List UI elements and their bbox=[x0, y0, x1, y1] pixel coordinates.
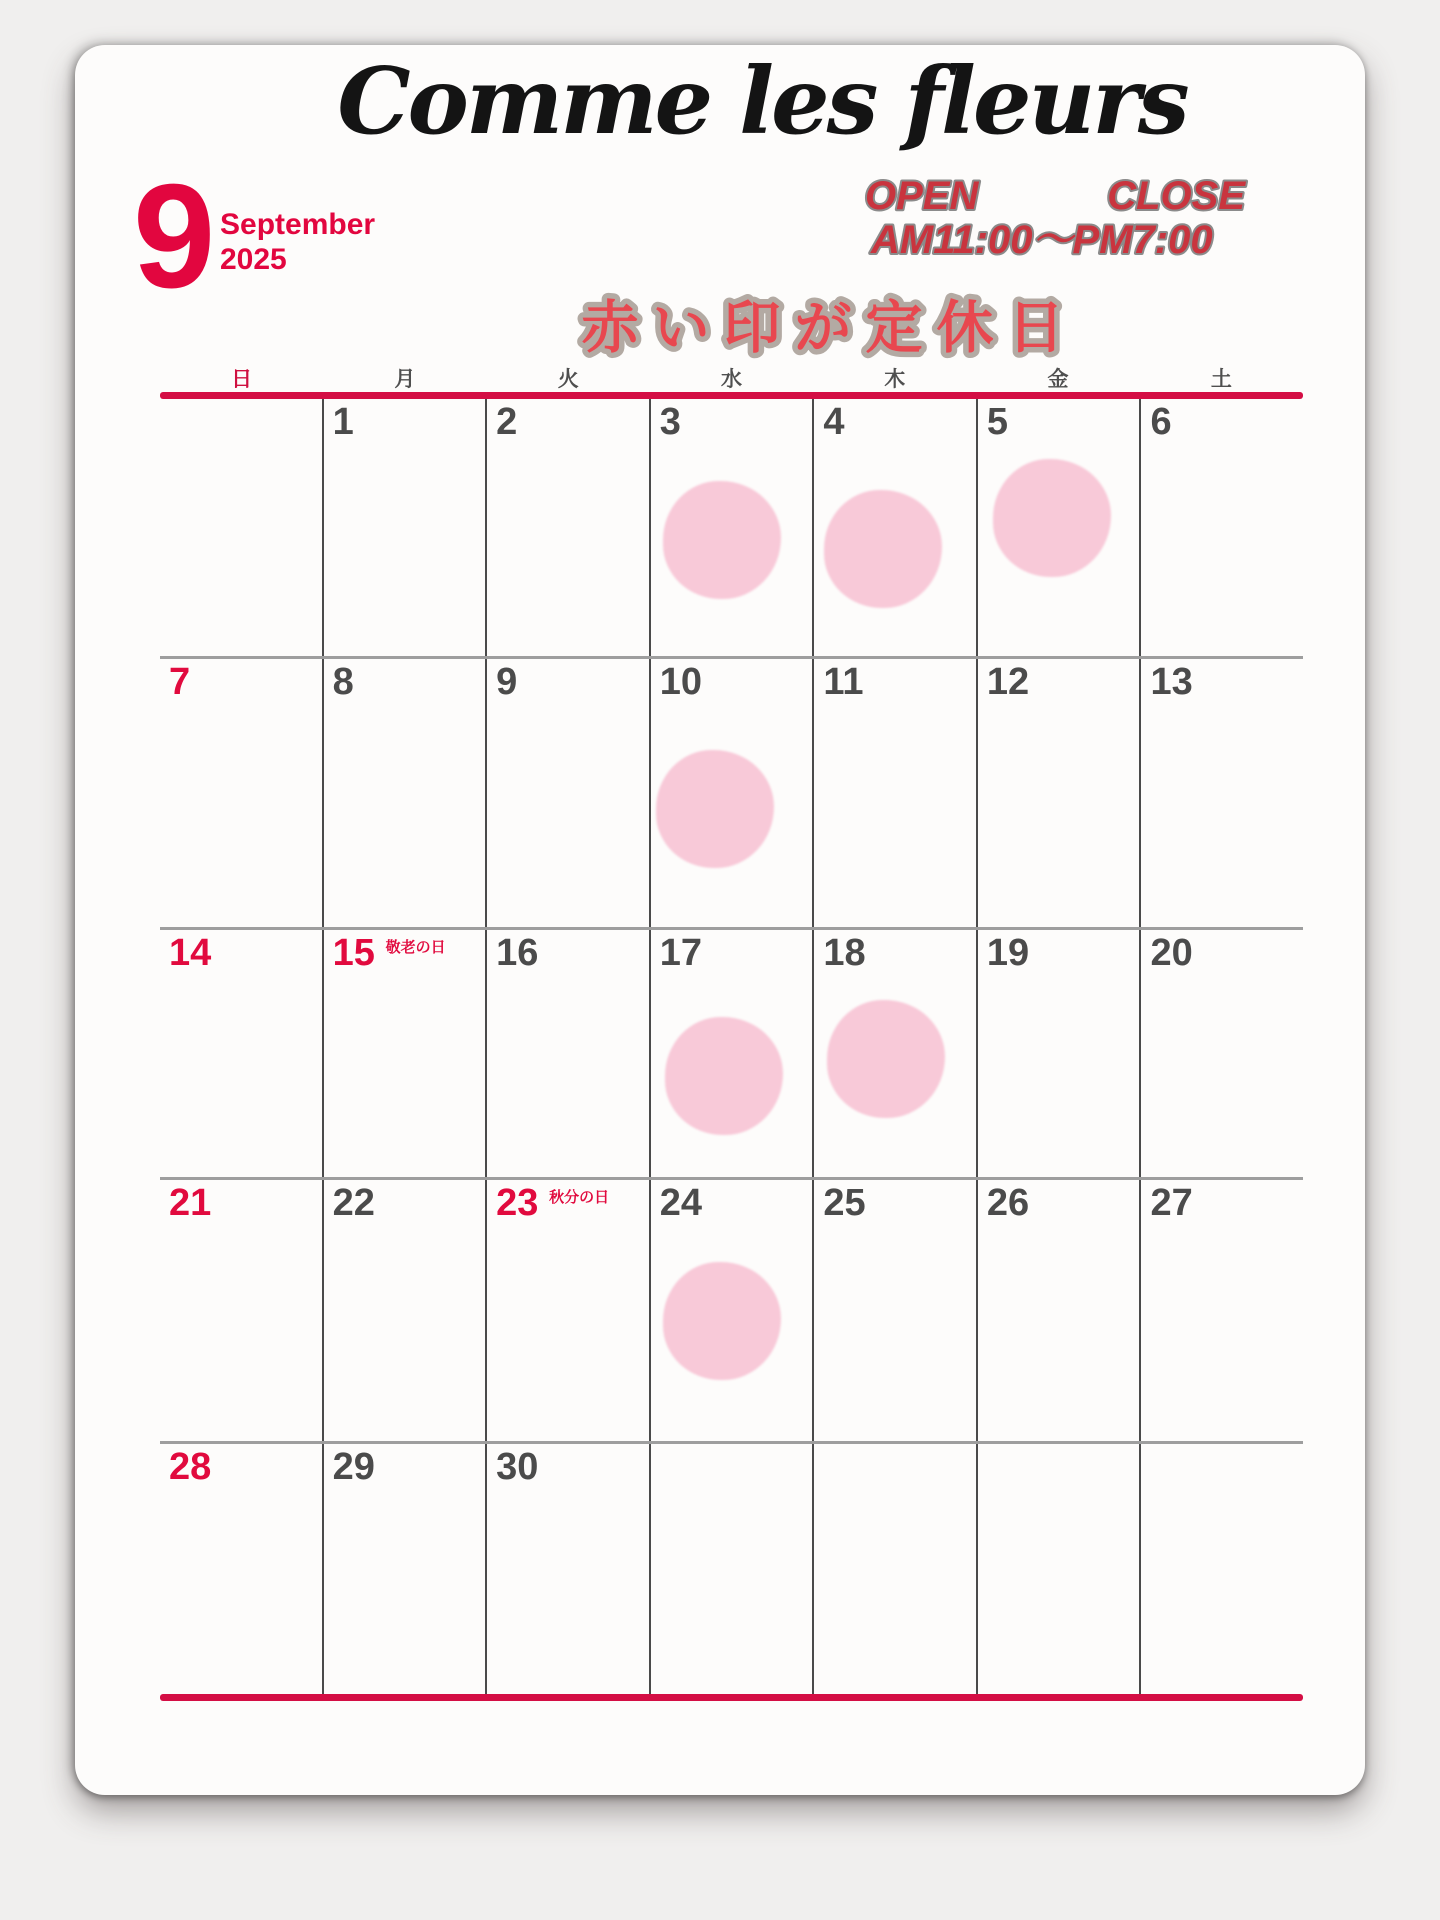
calendar-cell-7 bbox=[160, 659, 322, 927]
date-number: 3 bbox=[659, 401, 681, 443]
time-range: AM11:00〜PM7:00 bbox=[871, 218, 1213, 262]
date-number: 10 bbox=[659, 661, 703, 703]
calendar-cell-26 bbox=[976, 1180, 1140, 1441]
date-number: 11 bbox=[823, 661, 864, 703]
calendar-card bbox=[75, 45, 1365, 1795]
date-number: 8 bbox=[332, 661, 354, 703]
open-label: OPEN bbox=[865, 174, 979, 218]
holiday-label: 秋分の日 bbox=[549, 1189, 610, 1206]
calendar-cell-19 bbox=[976, 930, 1140, 1177]
calendar-cell-empty bbox=[1139, 1444, 1303, 1694]
calendar-cell-8 bbox=[322, 659, 486, 927]
footer-red-line bbox=[160, 1694, 1303, 1701]
closed-day-dot bbox=[663, 481, 781, 599]
closed-day-dot bbox=[656, 750, 774, 868]
calendar-cell-13 bbox=[1139, 659, 1303, 927]
date-number: 2 bbox=[496, 401, 518, 443]
date-number: 27 bbox=[1150, 1182, 1193, 1224]
closed-day-dot bbox=[824, 490, 942, 608]
calendar-cell-2 bbox=[485, 399, 649, 656]
weekday-sun: 日 bbox=[231, 368, 253, 391]
weekday-sat: 土 bbox=[1210, 368, 1232, 391]
weekday-fri: 金 bbox=[1047, 368, 1069, 391]
calendar-cell-12 bbox=[976, 659, 1140, 927]
date-number: 4 bbox=[823, 401, 845, 443]
weekday-wed: 水 bbox=[720, 368, 742, 391]
business-hours bbox=[861, 173, 1251, 263]
calendar-cell-17 bbox=[649, 930, 813, 1177]
calendar-cell-empty bbox=[976, 1444, 1140, 1694]
calendar-cell-22 bbox=[322, 1180, 486, 1441]
date-number: 25 bbox=[823, 1182, 866, 1224]
date-number: 23 bbox=[496, 1182, 539, 1224]
month-number: 9 bbox=[133, 154, 216, 319]
date-number: 6 bbox=[1150, 401, 1172, 443]
calendar-cell-3 bbox=[649, 399, 813, 656]
calendar-cell-empty bbox=[812, 1444, 976, 1694]
closed-day-notice-text: 赤い印が定休日 bbox=[581, 296, 1079, 360]
calendar-cell-20 bbox=[1139, 930, 1303, 1177]
calendar-cell-24 bbox=[649, 1180, 813, 1441]
weekday-header-row bbox=[160, 363, 1303, 389]
date-number: 7 bbox=[169, 661, 191, 703]
calendar-cell-10 bbox=[649, 659, 813, 927]
calendar-cell-5 bbox=[976, 399, 1140, 656]
date-number: 22 bbox=[332, 1182, 375, 1224]
date-number: 30 bbox=[496, 1446, 539, 1488]
weekday-tue: 火 bbox=[557, 368, 579, 391]
calendar-cell-25 bbox=[812, 1180, 976, 1441]
closed-day-dot bbox=[993, 459, 1111, 577]
date-number: 20 bbox=[1150, 932, 1193, 974]
calendar-cell-empty bbox=[160, 399, 322, 656]
weekday-thu: 木 bbox=[884, 368, 906, 391]
date-number: 21 bbox=[169, 1182, 212, 1224]
date-number: 13 bbox=[1150, 661, 1193, 703]
calendar-cell-empty bbox=[649, 1444, 813, 1694]
week-row bbox=[160, 656, 1303, 927]
week-row bbox=[160, 1177, 1303, 1441]
month-name: September bbox=[220, 208, 376, 241]
date-number: 14 bbox=[169, 932, 212, 974]
calendar-cell-16 bbox=[485, 930, 649, 1177]
calendar-grid bbox=[160, 399, 1303, 1694]
date-number: 29 bbox=[332, 1446, 375, 1488]
week-row bbox=[160, 1441, 1303, 1694]
date-number: 1 bbox=[332, 401, 354, 443]
calendar-cell-15 bbox=[322, 930, 486, 1177]
weekday-mon: 月 bbox=[394, 368, 416, 391]
calendar-cell-21 bbox=[160, 1180, 322, 1441]
calendar-cell-23 bbox=[485, 1180, 649, 1441]
closed-day-dot bbox=[827, 1000, 945, 1118]
date-number: 18 bbox=[823, 932, 866, 974]
week-row bbox=[160, 927, 1303, 1177]
date-number: 9 bbox=[496, 661, 518, 703]
date-number: 24 bbox=[659, 1182, 703, 1224]
date-number: 5 bbox=[986, 401, 1009, 443]
date-number: 26 bbox=[986, 1182, 1030, 1224]
calendar-cell-28 bbox=[160, 1444, 322, 1694]
month-text-block bbox=[220, 207, 375, 278]
close-label: CLOSE bbox=[1107, 174, 1245, 218]
month-year: 2025 bbox=[220, 243, 287, 277]
calendar-cell-30 bbox=[485, 1444, 649, 1694]
calendar-cell-27 bbox=[1139, 1180, 1303, 1441]
closed-day-dot bbox=[663, 1262, 781, 1380]
calendar-cell-11 bbox=[812, 659, 976, 927]
week-row bbox=[160, 399, 1303, 656]
date-number: 19 bbox=[986, 932, 1030, 974]
store-title: Comme les fleurs bbox=[337, 47, 1187, 155]
calendar-cell-6 bbox=[1139, 399, 1303, 656]
calendar-cell-29 bbox=[322, 1444, 486, 1694]
calendar-cell-1 bbox=[322, 399, 486, 656]
date-number: 28 bbox=[169, 1446, 212, 1488]
closed-day-notice bbox=[535, 291, 1125, 367]
calendar-cell-4 bbox=[812, 399, 976, 656]
calendar-cell-9 bbox=[485, 659, 649, 927]
date-number: 16 bbox=[496, 932, 539, 974]
holiday-label: 敬老の日 bbox=[385, 939, 446, 956]
calendar-cell-18 bbox=[812, 930, 976, 1177]
header-red-line bbox=[160, 392, 1303, 399]
calendar-cell-14 bbox=[160, 930, 322, 1177]
closed-day-dot bbox=[665, 1017, 783, 1135]
date-number: 12 bbox=[986, 661, 1030, 703]
date-number: 15 bbox=[332, 932, 375, 974]
date-number: 17 bbox=[659, 932, 703, 974]
